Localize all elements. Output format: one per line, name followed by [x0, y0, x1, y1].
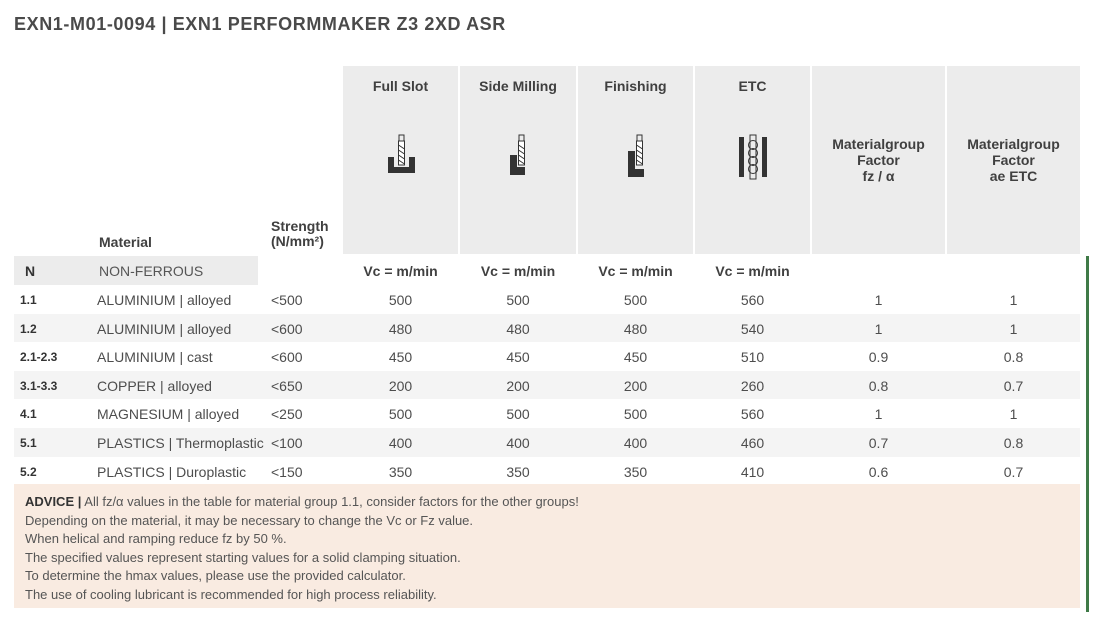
row-factor-ae: 1 [1009, 292, 1018, 308]
row-finishing: 450 [623, 349, 648, 366]
header-etc [695, 66, 810, 254]
row-factor-ae: 0.8 [1003, 349, 1024, 366]
row-etc: 540 [740, 320, 765, 337]
side-milling-label: Side Milling [479, 78, 557, 94]
row-finishing: 350 [623, 463, 648, 480]
row-full-slot: 500 [388, 292, 413, 308]
row-full-slot: 450 [388, 349, 413, 366]
row-factor-fz: 0.6 [868, 463, 889, 480]
advice-first-line [25, 494, 579, 509]
row-finishing: 480 [623, 320, 648, 337]
etc-icon [735, 133, 771, 181]
group-code: N [25, 263, 36, 279]
vc-label-etc: Vc = m/min [715, 263, 790, 279]
vc-label-finishing: Vc = m/min [598, 263, 673, 279]
row-strength: <600 [271, 349, 303, 366]
row-side-milling: 500 [506, 292, 530, 308]
advice-heading: ADVICE | [25, 494, 82, 509]
table-row [14, 371, 1080, 400]
finishing-icon [618, 133, 654, 181]
factor-fz-label: Materialgroup Factor fz / α [832, 136, 925, 184]
row-id: 5.2 [20, 464, 37, 479]
row-side-milling: 400 [506, 435, 530, 451]
header-side-milling [460, 66, 576, 254]
page-title: EXN1-M01-0094 | EXN1 PERFORMMAKER Z3 2XD ASR [14, 14, 506, 34]
header-finishing [578, 66, 693, 254]
full-slot-label: Full Slot [372, 78, 429, 94]
row-factor-ae: 0.7 [1003, 377, 1024, 394]
table-row [14, 314, 1080, 343]
table-row [14, 399, 1080, 428]
row-factor-fz: 0.8 [868, 377, 889, 394]
row-etc: 510 [740, 349, 765, 366]
strength-column-label: Strength (N/mm²) [271, 218, 329, 249]
row-strength: <650 [271, 377, 303, 394]
row-factor-fz: 1 [874, 320, 883, 337]
row-id: 4.1 [20, 407, 37, 422]
group-name: NON-FERROUS [99, 263, 204, 279]
row-material: ALUMINIUM | cast [97, 349, 213, 366]
advice-line: When helical and ramping reduce fz by 50 %. [25, 531, 287, 546]
row-full-slot: 500 [388, 406, 413, 423]
full-slot-icon [383, 133, 419, 181]
row-strength: <500 [271, 292, 303, 308]
row-material: PLASTICS | Thermoplastic [97, 435, 264, 451]
table-row [14, 285, 1080, 314]
row-finishing: 200 [623, 377, 648, 394]
row-side-milling: 450 [506, 349, 530, 366]
row-id: 1.1 [20, 293, 37, 307]
row-etc: 560 [740, 292, 765, 308]
advice-line: The use of cooling lubricant is recommended for high process reliability. [25, 586, 437, 602]
row-factor-ae: 0.8 [1003, 435, 1024, 451]
finishing-label: Finishing [604, 78, 667, 94]
etc-label: ETC [738, 78, 767, 94]
row-side-milling: 350 [506, 463, 530, 480]
row-strength: <600 [271, 320, 303, 337]
table-row [14, 457, 1080, 486]
row-factor-ae: 1 [1009, 406, 1018, 423]
row-factor-ae: 0.7 [1003, 463, 1024, 480]
row-finishing: 500 [623, 292, 648, 308]
side-milling-icon [500, 133, 536, 181]
row-factor-fz: 0.9 [868, 349, 889, 366]
row-etc: 410 [740, 463, 765, 480]
advice-box [14, 484, 1080, 608]
advice-first-text: All fz/α values in the table for material group 1.1, consider factors for the other groups! [81, 494, 579, 509]
row-material: ALUMINIUM | alloyed [97, 292, 232, 308]
table-row [14, 428, 1080, 457]
row-material: ALUMINIUM | alloyed [97, 320, 232, 337]
factor-ae-label: Materialgroup Factor ae ETC [967, 136, 1060, 184]
row-material: MAGNESIUM | alloyed [97, 406, 240, 423]
row-material: COPPER | alloyed [97, 377, 212, 394]
row-finishing: 400 [623, 435, 648, 451]
row-full-slot: 350 [388, 463, 413, 480]
row-factor-fz: 1 [874, 406, 883, 423]
row-full-slot: 200 [388, 377, 413, 394]
advice-line: Depending on the material, it may be necessary to change the Vc or Fz value. [25, 512, 474, 528]
row-material: PLASTICS | Duroplastic [97, 463, 247, 480]
row-id: 5.1 [20, 436, 37, 450]
table-row [14, 342, 1080, 371]
row-full-slot: 480 [388, 320, 413, 337]
row-id: 1.2 [20, 321, 37, 336]
row-full-slot: 400 [388, 435, 413, 451]
header-full-slot [343, 66, 458, 254]
row-side-milling: 200 [506, 377, 530, 394]
row-strength: <250 [271, 406, 303, 423]
header-factor-fz [812, 66, 945, 254]
row-factor-fz: 0.7 [868, 435, 889, 451]
row-finishing: 500 [623, 406, 648, 423]
vc-label-side-milling: Vc = m/min [480, 263, 556, 279]
row-etc: 560 [740, 406, 765, 423]
vc-label-full-slot: Vc = m/min [363, 263, 438, 279]
row-side-milling: 480 [506, 320, 530, 337]
row-id: 2.1-2.3 [20, 350, 58, 365]
group-row [14, 256, 1080, 285]
row-factor-ae: 1 [1009, 320, 1018, 337]
header-factor-ae [947, 66, 1080, 254]
row-id: 3.1-3.3 [20, 378, 58, 393]
row-side-milling: 500 [506, 406, 530, 423]
row-factor-fz: 1 [874, 292, 883, 308]
row-etc: 260 [740, 377, 765, 394]
row-strength: <100 [271, 435, 303, 451]
material-column-label: Material [99, 234, 152, 250]
row-strength: <150 [271, 463, 303, 480]
advice-line: To determine the hmax values, please use the provided calculator. [25, 568, 406, 583]
row-etc: 460 [740, 435, 765, 451]
advice-line: The specified values represent starting values for a solid clamping situation. [25, 549, 461, 565]
accent-bar [1086, 256, 1089, 612]
